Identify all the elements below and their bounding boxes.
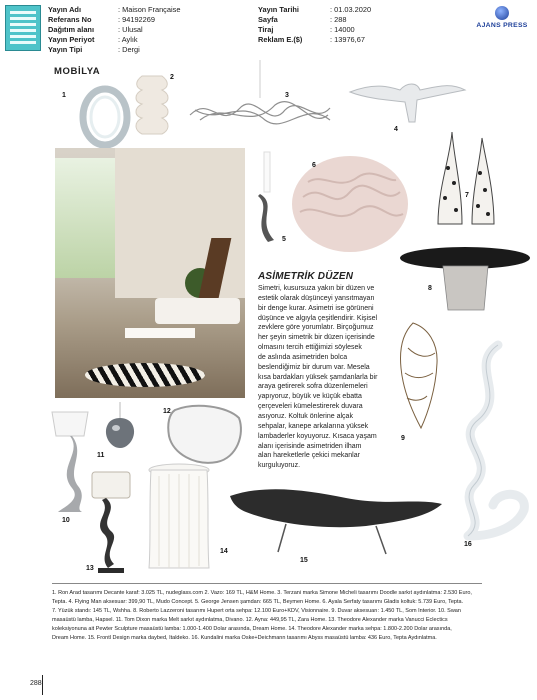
item-number-8: 8	[428, 285, 432, 292]
article-line: estetik olarak düşünceyi yansıtmayan	[258, 294, 375, 302]
article-line: asıyoruz. Koltuk önlerine alçak	[258, 412, 353, 420]
item-number-14: 14	[220, 548, 228, 555]
item-number-16: 16	[464, 541, 472, 548]
meta-key-date: Yayın Tarihi	[258, 5, 299, 14]
item-number-9: 9	[401, 435, 405, 442]
product-captions	[52, 589, 488, 644]
item-number-12: 12	[163, 408, 171, 415]
article-line: Simetri, kusursuza yakın bir düzen ve	[258, 285, 375, 292]
photo-zebra-rug	[85, 363, 205, 387]
item-number-13: 13	[86, 565, 94, 572]
item-number-10: 10	[62, 517, 70, 524]
caption-line: Tepta. 4. Flying Man aksesuar: 399,90 TL, Mudo Concept. 5. George Jensen şamdan: 665 TL, Beymen Home. 6. Ayala Serfaty tasarımı Gladis koltuk: 5.739 Euro, Tepta.	[52, 599, 464, 606]
item-number-5: 5	[282, 236, 286, 243]
meta-value-type: : Dergi	[118, 45, 140, 54]
article-line: alanı içerisinde asimetriden ilham	[258, 442, 362, 450]
page-number-bar	[42, 675, 43, 695]
item-number-6: 6	[312, 162, 316, 169]
article-line: çerçeveleri kümelestirerek duvara	[258, 403, 363, 411]
meta-key-publication: Yayın Adı	[48, 5, 81, 14]
item-number-1: 1	[62, 92, 66, 99]
product-ring-stands-image	[430, 128, 500, 228]
photo-sofa	[155, 298, 240, 324]
meta-key-ad-value: Reklam E.($)	[258, 35, 303, 44]
article-line: araya getirerek sofra düzenlemeleri	[258, 383, 368, 391]
product-carafe-image	[70, 82, 140, 152]
product-daybed-image	[226, 478, 446, 558]
meta-value-distribution: : Ulusal	[118, 25, 143, 34]
meta-value-reference: : 94192269	[118, 15, 155, 24]
caption-line: Dream Home. 15. Frontl Design marka daybed, Italdeko. 16. Kundalini marka Oske+Deichmann tasarımı Abyss masaüstü lamba: 436 Euro, Tepta Aydınlatma.	[52, 635, 437, 642]
article-line: kurguluyoruz.	[258, 462, 301, 470]
product-abyss-lamp-image	[438, 340, 530, 545]
article-line: lambaderler koyuyoruz. Kısaca yaşam	[258, 432, 377, 440]
article-line: yapıyoruz, büyük ve küçük ebatta	[258, 393, 362, 401]
product-armchair-image	[288, 152, 413, 257]
caption-line: koleksiyonuna ait Pewter Sculpture masaüstü lamba: 1.000-1.400 Dolar arasında, Dream Home. 14. Theodore Alexander marka sehpa: 1.800-2.200 Dolar arasında,	[52, 626, 452, 633]
product-vase-image	[132, 74, 172, 136]
agency-logo	[474, 6, 530, 36]
meta-value-page: : 288	[330, 15, 347, 24]
article-line: olmasını tercih ettiğimizi söylesek	[258, 344, 362, 352]
caption-line: masaüstü lamba, Hapsel. 11. Tom Dixon marka Melt sarkıt aydınlatma, Divano. 12. Ayna: 449,95 TL, Zara Home. 13. Theodore Alexander marka Vanucci Eclectics	[52, 617, 448, 624]
article-title: ASİMETRİK DÜZEN	[258, 271, 354, 282]
meta-value-date: : 01.03.2020	[330, 5, 372, 14]
article-line: her şeyin simetrik bir düzen içerisinde	[258, 334, 375, 342]
captions-divider	[52, 583, 482, 584]
interior-photo	[55, 148, 245, 398]
product-melt-pendant-image	[100, 402, 140, 454]
meta-key-type: Yayın Tipi	[48, 45, 83, 54]
meta-value-circulation: : 14000	[330, 25, 355, 34]
meta-key-circulation: Tiraj	[258, 25, 274, 34]
product-candleholder-image	[252, 150, 282, 245]
item-number-4: 4	[394, 126, 398, 133]
caption-line: 1. Ron Arad tasarımı Decante karaf: 3.025 TL, nudeglass.com 2. Vazo: 169 TL, H&M Home. 3. Terzani marka Simone Micheli tasarımı Doodle sarkıt aydınlatma: 2.530 Euro,	[52, 590, 472, 596]
clipping-thumbnail	[5, 5, 41, 51]
meta-key-period: Yayın Periyot	[48, 35, 95, 44]
item-number-7: 7	[465, 192, 469, 199]
product-pewter-lamp-image	[86, 468, 136, 576]
article-line: bir denge kurar. Asimetri ise görüneni	[258, 304, 374, 312]
product-pendant-light-image	[180, 60, 340, 140]
section-title: MOBİLYA	[54, 66, 101, 77]
article-line: zevklere göre yorumlatır. Birçoğumuz	[258, 324, 374, 332]
item-number-11: 11	[97, 452, 105, 459]
photo-table	[125, 328, 195, 338]
product-mirror-image	[165, 402, 245, 467]
article-line: alan hareketlerle çekici mekanlar	[258, 452, 360, 460]
page-number: 288	[30, 680, 42, 687]
item-number-2: 2	[170, 74, 174, 81]
clipping-meta-left	[48, 5, 228, 57]
photo-wall	[115, 148, 245, 298]
article-body	[258, 284, 428, 471]
product-side-table-image	[145, 462, 213, 572]
meta-key-page: Sayfa	[258, 15, 278, 24]
article-line: beslendiğimiz bir durum var. Mesela	[258, 363, 370, 371]
clipping-meta-right	[258, 5, 438, 47]
agency-name: AJANS PRESS	[476, 22, 528, 29]
meta-value-ad-value: : 13976,67	[330, 35, 365, 44]
meta-value-period: : Aylık	[118, 35, 138, 44]
article-line: de aslında asimetriden bolca	[258, 353, 348, 361]
item-number-15: 15	[300, 557, 308, 564]
meta-key-distribution: Dağıtım alanı	[48, 25, 94, 34]
caption-line: 7. Yüzük standı: 145 TL, Wshha. 8. Roberto Lazzeroni tasarımı Hupert orta sehpa: 12.100 Euro+KDV, Visionnaire. 9. Duvar aksesuarı: 1.450 TL, Som Interior. 10. Swan	[52, 608, 461, 615]
item-number-3: 3	[285, 92, 289, 99]
meta-value-publication: : Maison Française	[118, 5, 181, 14]
article-line: kısa bardakları yüksek şamdanlarla bir	[258, 373, 378, 381]
article-line: düşünce ve algıyla çeşitlendirir. Kişisel	[258, 314, 378, 322]
product-flying-man-image	[345, 72, 470, 127]
globe-icon	[495, 6, 509, 20]
meta-key-reference: Referans No	[48, 15, 92, 24]
article-line: sehpalar, kanepe arkalarına yüksek	[258, 422, 369, 430]
photo-window	[55, 158, 115, 278]
